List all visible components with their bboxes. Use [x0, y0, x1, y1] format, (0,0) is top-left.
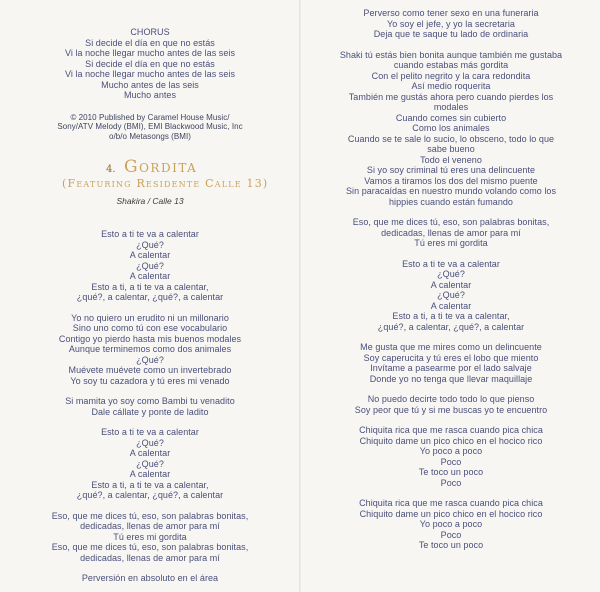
lyric-line: Chiquita rica que me rasca cuando pica chica	[359, 425, 543, 435]
lyric-line: Yo soy tu cazadora y tú eres mi venado	[70, 375, 230, 386]
stanza	[0, 313, 300, 387]
lyric-line: Shaki tú estás bien bonita aunque también me gustaba	[339, 49, 563, 60]
lyric-line: A calentar	[129, 469, 171, 479]
lyric-line: Vi la noche llegar mucho antes de las seis	[64, 69, 236, 79]
lyric-line: A calentar	[129, 271, 171, 281]
stanza	[302, 259, 600, 333]
lyric-line: Perverso como tener sexo en una funeraria	[363, 8, 539, 18]
lyric-line: Mucho antes de las seis	[101, 79, 199, 90]
stanza	[0, 427, 300, 501]
lyric-line: Soy peor que tú y si me buscas yo te encuentro	[354, 404, 548, 415]
lyric-line: Sin paracaídas en nuestro mundo volando como los	[345, 186, 557, 196]
lyric-line: Si mamita yo soy como Bambi tu venadito	[65, 396, 235, 406]
lyric-line: Así medio roquerita	[411, 81, 491, 91]
lyric-line: Vi la noche llegar mucho antes de las seis	[64, 48, 236, 58]
lyric-line: Perversión en absoluto en el área	[81, 573, 219, 583]
lyric-line: Yo poco a poco	[419, 519, 483, 529]
lyric-line: ¿qué?, a calentar, ¿qué?, a calentar	[377, 321, 525, 332]
chorus-lines	[0, 38, 300, 101]
lyric-line: Con el pelito negrito y la cara redondita	[371, 70, 531, 81]
lyric-line: Tú eres mi gordita	[113, 531, 187, 542]
lyric-line: Poco	[440, 477, 462, 488]
stanza	[302, 342, 600, 384]
stanza	[0, 511, 300, 564]
lyric-line: Contigo yo pierdo hasta mis buenos modales	[58, 333, 242, 344]
lyric-line: ¿Qué?	[136, 458, 164, 469]
song-number: 4.	[106, 164, 116, 175]
lyric-line: Yo poco a poco	[419, 446, 483, 456]
copyright-line: Sony/ATV Melody (BMI), EMI Blackwood Music, Inc	[57, 122, 243, 131]
lyric-line: Esto a ti te va a calentar	[101, 229, 199, 239]
lyric-line: cuando estabas más gordita	[393, 60, 509, 70]
lyric-line: sabe bueno	[427, 144, 475, 154]
song-title: Gordita	[124, 157, 198, 177]
stanza	[302, 425, 600, 488]
lyric-line: Vamos a tiramos los dos del mismo puente	[364, 175, 538, 186]
lyric-line: Esto a ti, a ti te va a calentar,	[392, 311, 510, 321]
stanza	[302, 394, 600, 415]
right-column	[302, 0, 600, 551]
lyric-line: Te toco un poco	[418, 467, 484, 477]
lyric-line: Invítame a pasearme por el lado salvaje	[370, 363, 532, 373]
lyric-line: Chiquito dame un pico chico en el hocico rico	[359, 508, 543, 519]
lyric-line: Eso, que me dices tú, eso, son palabras bonitas,	[352, 217, 550, 227]
lyric-line: A calentar	[129, 250, 171, 260]
left-column	[0, 0, 300, 584]
lyric-line: Esto a ti te va a calentar	[101, 427, 199, 437]
lyric-line: Aunque terminemos como dos animales	[68, 344, 232, 354]
stanza	[0, 396, 300, 417]
lyric-line: hippies cuando están fumando	[389, 196, 513, 207]
lyric-line: ¿qué?, a calentar, ¿qué?, a calentar	[76, 490, 224, 500]
lyric-line: Poco	[440, 456, 462, 467]
lyric-line: Muévete muévete como un invertebrado	[68, 365, 232, 375]
song-featuring: (Featuring Residente Calle 13)	[62, 177, 269, 190]
lyric-line: ¿Qué?	[136, 260, 164, 271]
lyric-line: Donde yo no tenga que llevar maquillaje	[369, 373, 533, 384]
stanza	[0, 573, 300, 584]
lyric-line: dedicadas, llenas de amor para mí	[381, 227, 521, 238]
lyric-line: Sino uno como tú con ese vocabulario	[72, 323, 228, 333]
lyric-line: Esto a ti, a ti te va a calentar,	[91, 281, 209, 292]
lyric-line: No puedo decirte todo todo lo que pienso	[367, 394, 535, 404]
lyric-line: Chiquito dame un pico chico en el hocico rico	[359, 435, 543, 446]
lyric-line: Si decide el día en que no estás	[85, 58, 215, 69]
lyric-line: Cuando comes sin cubierto	[395, 112, 507, 123]
lyric-line: Chiquita rica que me rasca cuando pica chica	[359, 498, 543, 508]
stanza	[302, 8, 600, 40]
lyric-line: Yo no quiero un erudito ni un millonario	[71, 312, 229, 323]
lyric-line: dedicadas, llenas de amor para mí	[80, 552, 220, 563]
lyric-line: Deja que te saque tu lado de ordinaria	[373, 29, 529, 39]
song-header	[0, 157, 300, 211]
lyric-line: modales	[433, 102, 469, 112]
lyric-line: ¿Qué?	[136, 437, 164, 448]
lyric-line: Esto a ti, a ti te va a calentar,	[91, 479, 209, 490]
lyric-line: Dale cállate y ponte de ladito	[91, 406, 209, 417]
lyric-line: Si decide el día en que no estás	[85, 37, 215, 48]
copyright-notice	[0, 113, 300, 142]
lyric-line: ¿Qué?	[437, 269, 465, 279]
lyric-line: Eso, que me dices tú, eso, son palabras bonitas,	[51, 542, 249, 552]
lyric-line: Te toco un poco	[418, 540, 484, 550]
copyright-line: o/b/o Metasongs (BMI)	[109, 131, 191, 141]
lyric-line: Cuando se te sale lo sucio, lo obsceno, todo lo que	[347, 133, 555, 144]
lyric-line: ¿qué?, a calentar, ¿qué?, a calentar	[76, 292, 224, 302]
copyright-line: © 2010 Published by Caramel House Music/	[70, 112, 230, 122]
song-artist: Shakira / Calle 13	[116, 196, 184, 206]
stanza	[302, 50, 600, 208]
lyric-line: ¿Qué?	[136, 354, 164, 365]
lyric-line: Me gusta que me mires como un delincuente	[360, 342, 542, 352]
lyric-line: A calentar	[430, 279, 472, 290]
lyric-line: También me gustás ahora pero cuando pierdes los	[348, 91, 554, 102]
lyric-line: Mucho antes	[123, 90, 177, 100]
lyric-line: Esto a ti te va a calentar	[402, 258, 500, 269]
lyric-line: Poco	[440, 529, 462, 540]
lyric-line: Yo soy el jefe, y yo la secretaria	[387, 18, 515, 29]
lyric-line: Todo el veneno	[420, 154, 482, 165]
lyric-line: ¿Qué?	[437, 290, 465, 300]
lyric-line: ¿Qué?	[136, 239, 164, 250]
lyric-line: Si yo soy criminal tú eres una delincuente	[366, 165, 536, 175]
lyric-line: dedicadas, llenas de amor para mí	[80, 521, 220, 531]
lyric-line: Soy caperucita y tú eres el lobo que miento	[363, 352, 539, 363]
stanza	[302, 498, 600, 551]
stanza	[0, 229, 300, 303]
chorus-label: CHORUS	[130, 27, 170, 37]
lyric-line: A calentar	[430, 300, 472, 311]
stanza	[302, 217, 600, 249]
lyric-line: A calentar	[129, 448, 171, 458]
lyric-line: Eso, que me dices tú, eso, son palabras bonitas,	[51, 510, 249, 521]
lyric-line: Como los animales	[412, 123, 490, 133]
lyric-line: Tú eres mi gordita	[414, 238, 488, 248]
